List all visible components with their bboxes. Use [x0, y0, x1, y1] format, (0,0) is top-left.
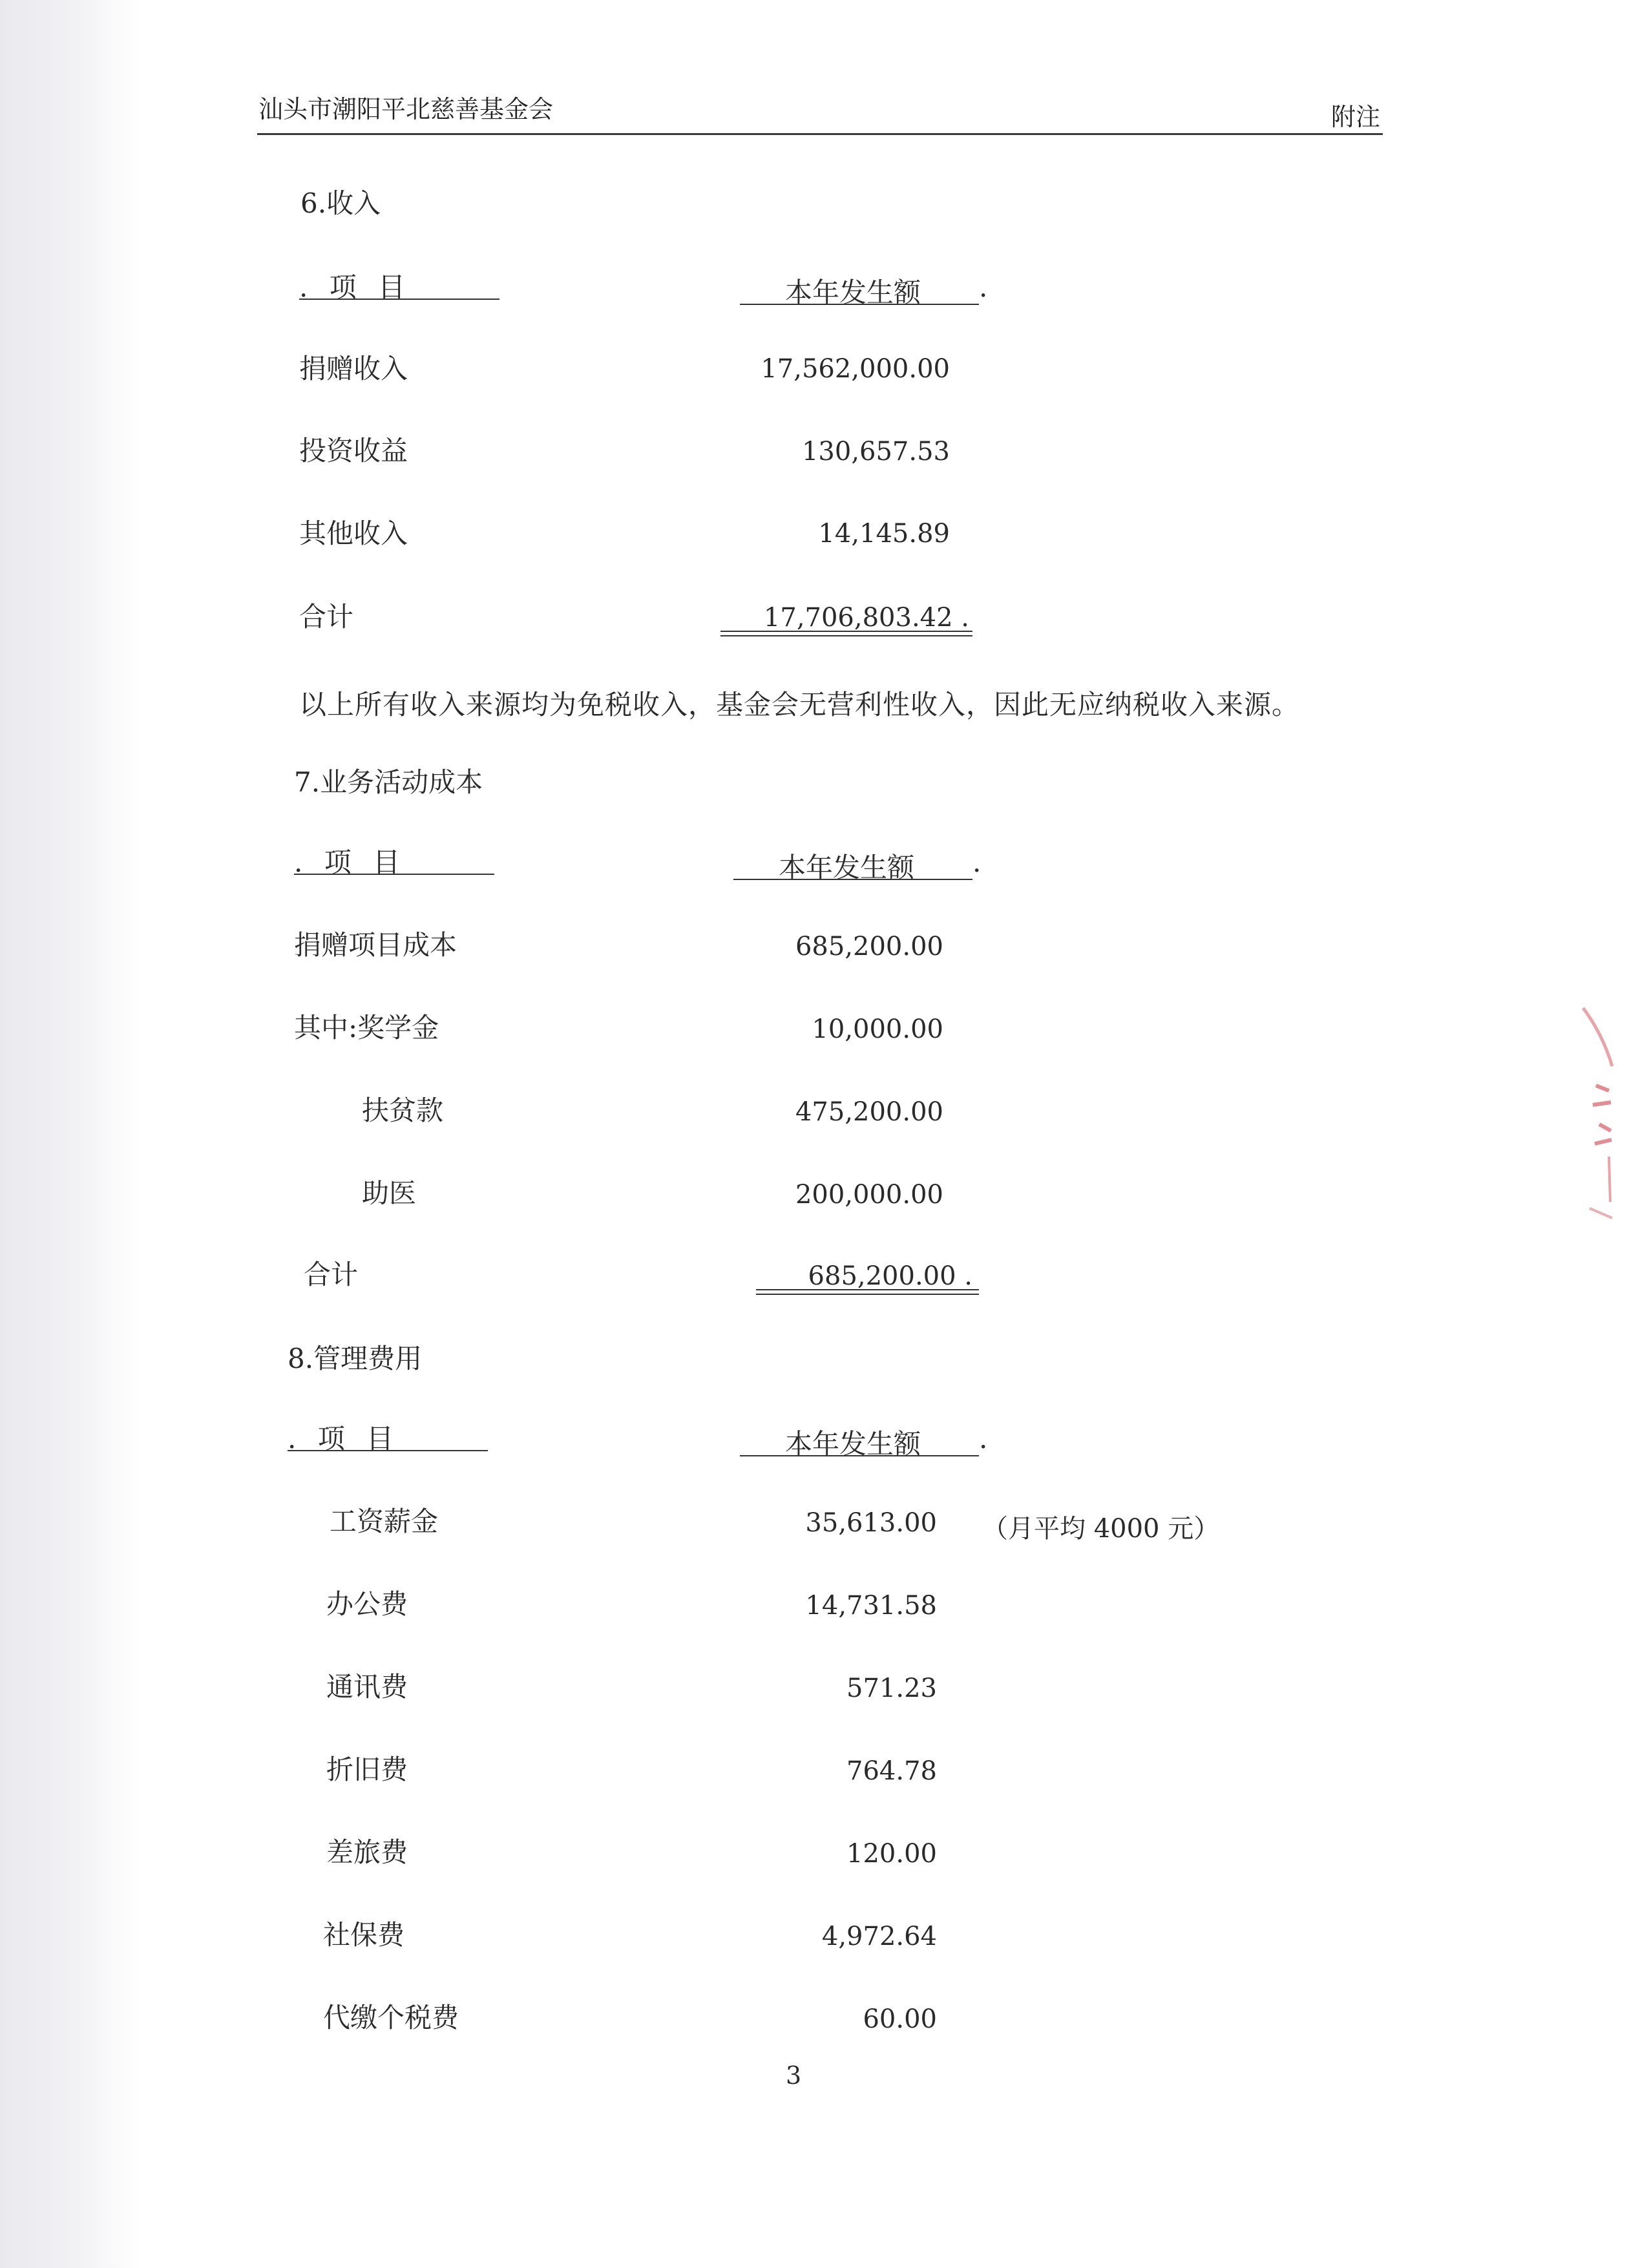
admin-col-item-underline — [288, 1450, 488, 1451]
activity-col-amount: 本年发生额 — [779, 852, 915, 883]
income-label: 其他收入 — [299, 518, 408, 549]
admin-amount: 35,613.00 — [805, 1508, 937, 1538]
income-amount: 14,145.89 — [818, 519, 950, 549]
income-col-amount-dot: . — [979, 271, 988, 303]
admin-col-item: . 项 目 — [288, 1423, 394, 1454]
admin-label: 社保费 — [323, 1919, 405, 1951]
activity-amount: 10,000.00 — [812, 1014, 943, 1044]
income-total-amount: 17,706,803.42 . — [763, 603, 969, 633]
admin-label: 办公费 — [326, 1588, 408, 1620]
income-col-amount: 本年发生额 — [785, 277, 921, 308]
activity-label: 助医 — [362, 1177, 417, 1209]
admin-cost-title: 8.管理费用 — [288, 1343, 423, 1374]
income-title: 6.收入 — [300, 187, 381, 219]
admin-amount: 14,731.58 — [805, 1591, 937, 1621]
admin-amount: 60.00 — [863, 2004, 937, 2034]
activity-label: 捐赠项目成本 — [294, 929, 457, 961]
admin-remark: （月平均 4000 元） — [982, 1514, 1220, 1544]
income-label: 投资收益 — [299, 435, 408, 467]
income-amount: 17,562,000.00 — [761, 354, 950, 384]
activity-label: 其中:奖学金 — [294, 1012, 439, 1044]
header-rule — [257, 133, 1383, 135]
income-col-amount-underline — [740, 304, 979, 305]
income-total-double-underline — [720, 631, 972, 636]
activity-col-amount-dot: . — [972, 846, 982, 878]
admin-amount: 4,972.64 — [821, 1922, 937, 1951]
activity-cost-title: 7.业务活动成本 — [294, 766, 483, 798]
scan-shading — [0, 0, 139, 2268]
income-label: 捐赠收入 — [299, 353, 408, 384]
admin-label: 代缴个税费 — [323, 2002, 459, 2033]
activity-total-amount: 685,200.00 . — [808, 1261, 972, 1291]
page-number: 3 — [786, 2061, 802, 2090]
admin-label: 工资薪金 — [330, 1506, 439, 1537]
admin-col-amount-underline — [740, 1455, 979, 1456]
admin-col-amount: 本年发生额 — [785, 1428, 921, 1460]
income-col-item-underline — [299, 299, 499, 300]
activity-col-item: . 项 目 — [294, 846, 401, 878]
admin-amount: 120.00 — [846, 1839, 937, 1869]
admin-label: 差旅费 — [326, 1836, 408, 1868]
activity-col-amount-underline — [733, 879, 972, 880]
section-tag: 附注 — [1331, 103, 1381, 131]
admin-amount: 571.23 — [846, 1674, 937, 1703]
income-amount: 130,657.53 — [801, 437, 950, 467]
income-note: 以上所有收入来源均为免税收入，基金会无营利性收入，因此无应纳税收入来源。 — [299, 689, 1300, 720]
admin-amount: 764.78 — [846, 1756, 937, 1786]
admin-col-amount-dot: . — [979, 1423, 988, 1454]
activity-amount: 685,200.00 — [795, 932, 943, 961]
admin-label: 通讯费 — [326, 1671, 408, 1703]
income-col-item: . 项 目 — [299, 271, 406, 303]
income-total-label: 合计 — [299, 601, 354, 633]
org-name: 汕头市潮阳平北慈善基金会 — [258, 95, 554, 123]
activity-total-label: 合计 — [304, 1259, 359, 1290]
activity-amount: 200,000.00 — [795, 1180, 943, 1210]
activity-label: 扶贫款 — [362, 1095, 444, 1126]
activity-col-item-underline — [294, 874, 494, 875]
admin-label: 折旧费 — [326, 1754, 408, 1785]
activity-amount: 475,200.00 — [795, 1097, 943, 1127]
activity-total-double-underline — [756, 1289, 979, 1295]
seal-stamp-fragment — [1577, 995, 1622, 1228]
